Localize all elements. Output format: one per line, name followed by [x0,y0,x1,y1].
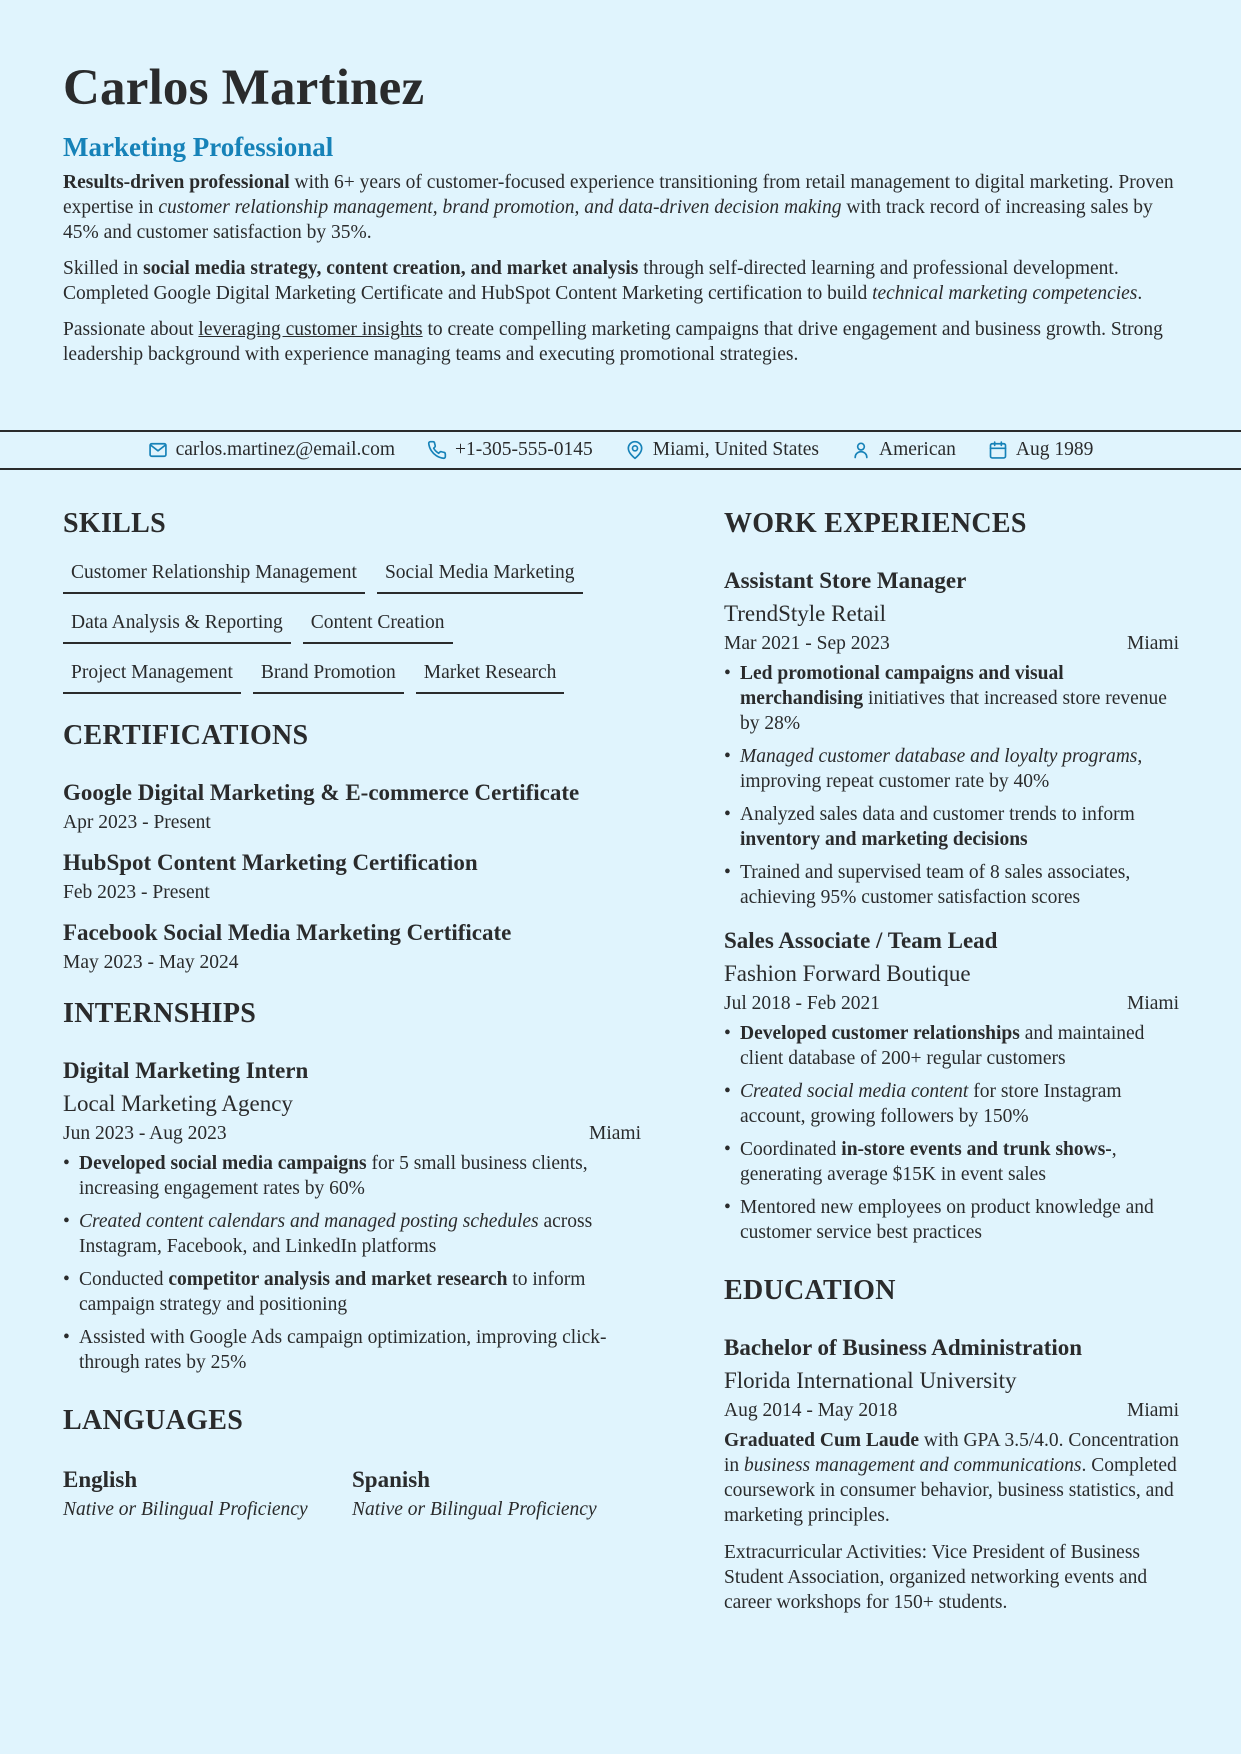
person-icon [851,440,871,460]
bullet-text: initiatives that increased store revenue by 28% [740,688,1167,734]
job-meta [724,631,1179,657]
bullet-text: Assisted with Google Ads campaign optimization, improving click-through rates by 25% [79,1327,607,1373]
summary-italic: technical marketing competencies [872,283,1138,304]
bullet-bold: inventory and marketing decisions [740,829,1028,850]
skill-tag: Customer Relationship Management [63,556,365,594]
bullet-bold: competitor analysis and market research [168,1269,508,1290]
skill-tag: Project Management [63,656,241,694]
skill-tag: Social Media Marketing [377,556,583,594]
certification-name: Facebook Social Media Marketing Certificate [63,920,512,945]
education-location: Miami [1127,1400,1179,1421]
job-item [724,926,1179,1245]
left-column [63,506,641,1523]
languages-title: LANGUAGES [63,1405,244,1436]
nationality-text: American [879,439,956,460]
summary-text: through self-directed learning and professional development. Completed Google Digital Marketing Certificate and HubSpot Content Marketing certification to build [63,258,1119,304]
summary-bold: Results-driven professional [63,172,290,193]
bullet-item [63,1325,641,1375]
bullet-item [724,860,1179,910]
bullet-italic: Created social media content [740,1081,969,1102]
bullet-bold: Led promotional campaigns and visual merchandising [740,663,1064,709]
summary-bold: social media strategy, content creation, and market analysis [143,258,639,279]
bullet-item [724,1195,1179,1245]
resume-header [63,58,1183,367]
certification-item [63,778,641,836]
bullet-text: for 5 small business clients, increasing engagement rates by 60% [79,1153,588,1199]
education-degree: Bachelor of Business Administration [724,1335,1083,1360]
certification-name: HubSpot Content Marketing Certification [63,850,478,875]
skill-tag: Brand Promotion [253,656,404,694]
certification-date: Apr 2023 - Present [63,812,211,833]
phone-icon [427,440,447,460]
language-name: English [63,1467,138,1492]
bullet-text: Analyzed sales data and customer trends to inform [740,804,1135,825]
contact-nationality [851,439,956,461]
right-column [724,506,1179,1615]
job-location: Miami [1127,633,1179,654]
birth-text: Aug 1989 [1015,439,1094,460]
bullet-bold: in-store events and trunk shows- [841,1139,1112,1160]
bullet-item [724,1079,1179,1129]
summary-text: Passionate about [63,319,199,340]
job-location: Miami [1127,993,1179,1014]
bullet-text: for store Instagram account, growing followers by 150% [740,1081,1122,1127]
certification-item [63,848,641,906]
skills-title: SKILLS [63,508,166,539]
candidate-name: Carlos Martinez [63,60,425,116]
location-text: Miami, United States [652,439,820,460]
job-bullets [724,661,1179,910]
skill-tag: Data Analysis & Reporting [63,606,291,644]
language-item [63,1465,352,1523]
bullet-text: , improving repeat customer rate by 40% [740,746,1143,792]
internship-title: Digital Marketing Intern [63,1058,309,1083]
bullet-item [724,1021,1179,1071]
contact-email[interactable] [148,439,395,461]
bullet-text: to inform campaign strategy and positioning [79,1269,586,1315]
contact-location [625,439,819,461]
job-company: TrendStyle Retail [724,601,887,626]
calendar-icon [988,440,1008,460]
languages-list [63,1465,641,1523]
summary-text: Skilled in [63,258,144,279]
skill-tag: Content Creation [303,606,453,644]
certification-date: Feb 2023 - Present [63,882,210,903]
skills-list [63,556,641,706]
location-pin-icon [625,440,645,460]
internships-title: INTERNSHIPS [63,998,257,1029]
phone-text: +1-305-555-0145 [455,439,593,460]
certification-name: Google Digital Marketing & E-commerce Certificate [63,780,580,805]
summary-text: to create compelling marketing campaigns that drive engagement and business growth. Strong leadership background with experience managing teams and executing promotional strategies. [63,319,1163,365]
bullet-item [63,1267,641,1317]
summary [63,170,1183,367]
language-item [352,1465,641,1523]
summary-text: . [1137,283,1143,304]
mail-icon [148,440,168,460]
bullet-text: Trained and supervised team of 8 sales associates, achieving 95% customer satisfaction scores [740,862,1131,908]
certification-date: May 2023 - May 2024 [63,952,239,973]
candidate-role: Marketing Professional [63,132,334,162]
bullet-item [63,1151,641,1201]
internship-dates: Jun 2023 - Aug 2023 [63,1123,227,1144]
education-school: Florida International University [724,1368,1017,1393]
education-item [724,1333,1179,1615]
bullet-italic: Managed customer database and loyalty programs [740,746,1138,767]
skill-tag: Market Research [416,656,565,694]
certifications-title: CERTIFICATIONS [63,720,309,751]
summary-paragraph-2 [63,256,1183,306]
bullet-text: Conducted [79,1269,169,1290]
summary-paragraph-1 [63,170,1183,245]
summary-italic: customer relationship management, brand promotion, and data-driven decision making [158,197,842,218]
bullet-item [724,802,1179,852]
bullet-bold: Developed social media campaigns [79,1153,367,1174]
education-bold: Graduated Cum Laude [724,1430,920,1451]
internship-item [63,1056,641,1375]
email-text: carlos.martinez@email.com [175,439,395,460]
summary-underline: leveraging customer insights [198,319,423,340]
bullet-text: , generating average $15K in event sales [740,1139,1117,1185]
summary-text: with track record of increasing sales by 45% and customer satisfaction by 35%. [63,197,1153,243]
bullet-item [63,1209,641,1259]
education-extracurricular: Extracurricular Activities: Vice President of Business Student Association, organized networking events and career workshops for 150+ students. [724,1542,1148,1613]
job-company: Fashion Forward Boutique [724,961,971,986]
education-meta [724,1398,1179,1424]
education-dates: Aug 2014 - May 2018 [724,1400,898,1421]
education-title: EDUCATION [724,1275,896,1306]
bullet-text: and maintained client database of 200+ regular customers [740,1023,1145,1069]
job-dates: Jul 2018 - Feb 2021 [724,993,880,1014]
job-title: Sales Associate / Team Lead [724,928,998,953]
bullet-item [724,1137,1179,1187]
bullet-item [724,661,1179,736]
internship-location: Miami [589,1123,641,1144]
education-text: with GPA 3.5/4.0. Concentration in [724,1430,1179,1476]
bullet-bold: Developed customer relationships [740,1023,1020,1044]
job-meta [724,991,1179,1017]
internship-bullets [63,1151,641,1375]
job-bullets [724,1021,1179,1245]
education-text: . Completed coursework in consumer behavior, business statistics, and marketing principles. [724,1455,1177,1526]
job-item [724,566,1179,910]
job-dates: Mar 2021 - Sep 2023 [724,633,890,654]
bullet-italic: Created content calendars and managed posting schedules [79,1211,539,1232]
contact-phone[interactable] [427,439,593,461]
certification-item [63,918,641,976]
bullet-text: Mentored new employees on product knowledge and customer service best practices [740,1197,1154,1243]
bullet-text: across Instagram, Facebook, and LinkedIn platforms [79,1211,593,1257]
education-italic: business management and communications [744,1455,1082,1476]
work-title: WORK EXPERIENCES [724,508,1027,539]
internship-meta [63,1121,641,1147]
bullet-item [724,744,1179,794]
language-level: Native or Bilingual Proficiency [63,1499,308,1520]
contact-birth [988,439,1093,461]
contact-bar [0,430,1241,470]
summary-paragraph-3 [63,317,1183,367]
language-level: Native or Bilingual Proficiency [352,1499,597,1520]
job-title: Assistant Store Manager [724,568,967,593]
internship-company: Local Marketing Agency [63,1091,293,1116]
summary-text: with 6+ years of customer-focused experience transitioning from retail management to digital marketing. Proven expertise in [63,172,1174,218]
bullet-text: Coordinated [740,1139,842,1160]
language-name: Spanish [352,1467,431,1492]
education-description [724,1428,1179,1528]
